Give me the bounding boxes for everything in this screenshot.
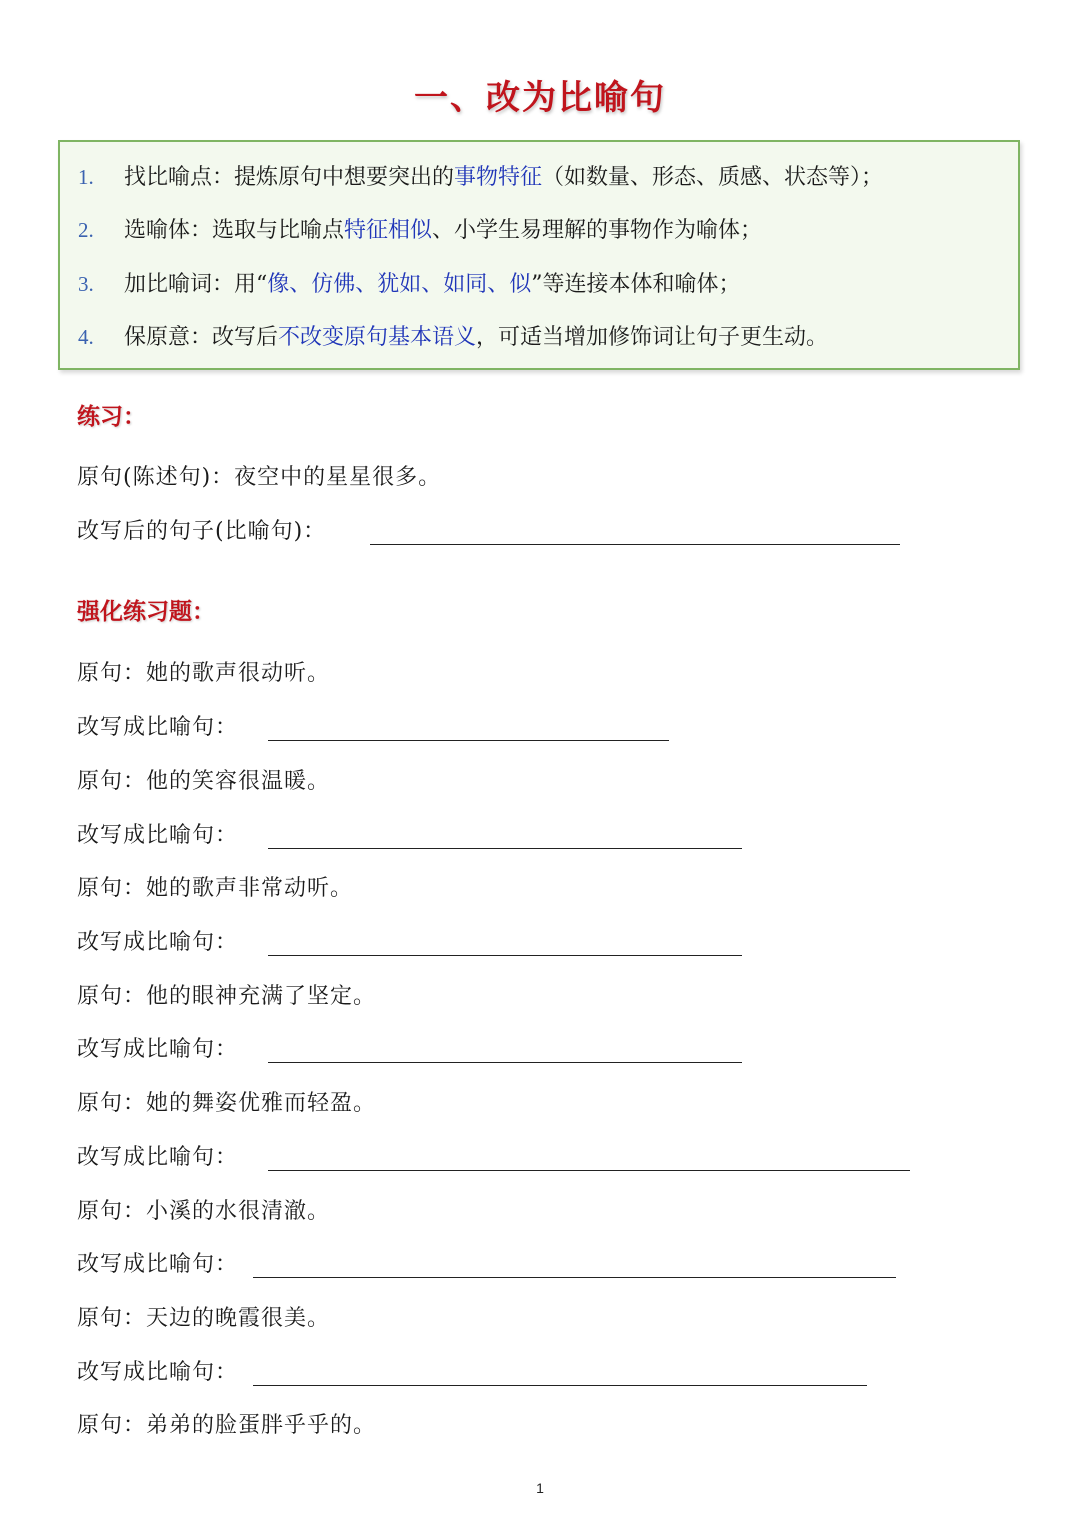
tip-rest: （如数量、形态、质感、状态等）； <box>542 165 884 190</box>
answer-blank[interactable] <box>253 1385 867 1386</box>
original-sentence: 原句：弟弟的脸蛋胖乎乎的。 <box>77 1413 377 1438</box>
page-title: 一、改为比喻句 <box>414 78 666 118</box>
original-sentence: 原句：她的舞姿优雅而轻盈。 <box>77 1091 377 1116</box>
rewrite-label: 改写成比喻句： <box>77 1037 239 1062</box>
answer-blank[interactable] <box>268 955 742 956</box>
tip-label: 找比喻点：提炼原句中想要突出的 <box>124 165 455 190</box>
rewrite-label: 改写成比喻句： <box>77 823 239 848</box>
tip-highlight: 不改变原句基本语义 <box>278 325 477 350</box>
tip-label: 选喻体：选取与比喻点 <box>124 218 345 243</box>
tip-highlight: 特征相似 <box>344 218 433 243</box>
original-sentence: 原句：他的眼神充满了坚定。 <box>77 984 377 1009</box>
practice-original: 原句(陈述句)：夜空中的星星很多。 <box>77 465 442 490</box>
advanced-heading: 强化练习题： <box>77 598 215 625</box>
answer-blank[interactable] <box>253 1277 896 1278</box>
tip-label: 加比喻词：用“ <box>124 272 268 297</box>
tip-label: 保原意：改写后 <box>124 325 279 350</box>
original-sentence: 原句：天边的晚霞很美。 <box>77 1306 331 1331</box>
page-number: 1 <box>536 1480 544 1496</box>
practice-heading: 练习： <box>77 403 146 430</box>
tip-rest: 、小学生易理解的事物作为喻体； <box>432 218 763 243</box>
tip-number: 1. <box>78 165 94 189</box>
original-sentence: 原句：她的歌声很动听。 <box>77 661 331 686</box>
tip-number: 2. <box>78 218 94 242</box>
answer-blank[interactable] <box>268 1170 910 1171</box>
answer-blank[interactable] <box>268 740 669 741</box>
tip-item <box>78 317 828 357</box>
practice-rewrite-label: 改写后的句子(比喻句)： <box>77 519 327 544</box>
original-sentence: 原句：她的歌声非常动听。 <box>77 876 354 901</box>
tip-number: 4. <box>78 325 94 349</box>
tip-item <box>78 157 883 197</box>
tip-rest: ，可适当增加修饰词让句子更生动。 <box>476 325 829 350</box>
rewrite-label: 改写成比喻句： <box>77 715 239 740</box>
rewrite-label: 改写成比喻句： <box>77 1360 239 1385</box>
answer-blank[interactable] <box>268 1062 742 1063</box>
tips-box <box>58 140 1020 370</box>
original-sentence: 原句：小溪的水很清澈。 <box>77 1199 331 1224</box>
tip-highlight: 像、仿佛、犹如、如同、似 <box>267 272 532 297</box>
tip-item <box>78 264 741 304</box>
tip-rest: ”等连接本体和喻体； <box>531 272 741 297</box>
original-sentence: 原句：他的笑容很温暖。 <box>77 769 331 794</box>
tip-number: 3. <box>78 272 94 296</box>
tip-highlight: 事物特征 <box>454 165 543 190</box>
rewrite-label: 改写成比喻句： <box>77 930 239 955</box>
rewrite-label: 改写成比喻句： <box>77 1145 239 1170</box>
answer-blank[interactable] <box>370 544 900 545</box>
tip-item <box>78 210 762 250</box>
rewrite-label: 改写成比喻句： <box>77 1252 239 1277</box>
answer-blank[interactable] <box>268 848 742 849</box>
